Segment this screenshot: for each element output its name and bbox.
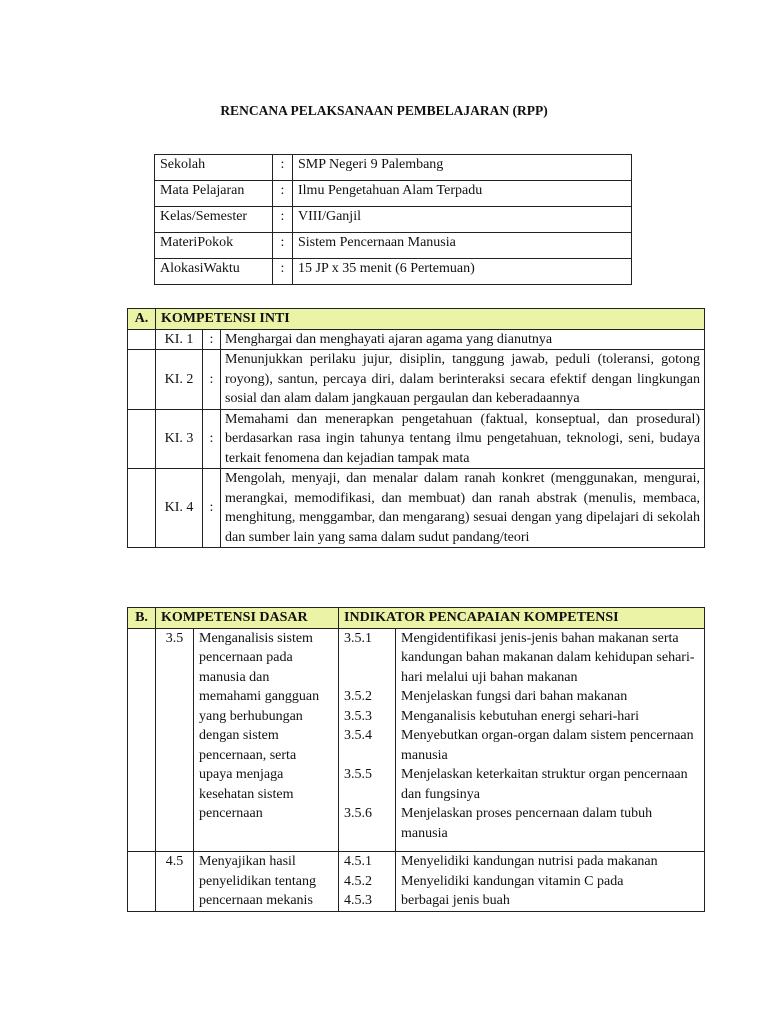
identity-row (155, 181, 632, 207)
identity-separator: : (273, 155, 293, 181)
indicator-list (339, 628, 705, 852)
kompetensi-inti-table (127, 308, 705, 548)
identity-row (155, 259, 632, 285)
ki-code: KI. 2 (156, 350, 203, 410)
indicator-text: Menjelaskan fungsi dari bahan makanan (401, 689, 628, 704)
identity-row (155, 155, 632, 181)
indicator-text: Menyebutkan organ-organ dalam sistem pencernaan manusia (401, 728, 694, 763)
identity-label: Kelas/Semester (155, 207, 273, 233)
identity-separator: : (273, 181, 293, 207)
indicator-text: Menyelidiki kandungan nutrisi pada makanan (401, 854, 658, 869)
indicator-code: 3.5.6 (339, 804, 396, 851)
indicator-code: 4.5.1 (339, 852, 396, 872)
identity-row (155, 207, 632, 233)
section-header (128, 309, 705, 330)
identity-separator: : (273, 207, 293, 233)
kd-code: 3.5 (156, 628, 194, 852)
ki-row (128, 329, 705, 350)
identity-value: Ilmu Pengetahuan Alam Terpadu (293, 181, 632, 207)
section-heading: KOMPETENSI INTI (156, 309, 705, 330)
indicator-text: Mengidentifikasi jenis-jenis bahan makanan serta kandungan bahan makanan dalam kehidupan sehari-hari melalui uji bahan makanan (401, 630, 695, 685)
indicator-text: Menjelaskan keterkaitan struktur organ pencernaan dan fungsinya (401, 767, 688, 802)
document-title: RENCANA PELAKSANAAN PEMBELAJARAN (RPP) (220, 103, 548, 118)
identity-value: Sistem Pencernaan Manusia (293, 233, 632, 259)
indicator-text: Menganalisis kebutuhan energi sehari-hari (401, 708, 640, 724)
indicator-code: 4.5.2 (339, 872, 396, 892)
indicator-list (339, 852, 705, 912)
identity-value: SMP Negeri 9 Palembang (293, 155, 632, 181)
ki-separator: : (203, 350, 221, 410)
ki-row (128, 409, 705, 469)
indicator-code: 3.5.5 (339, 765, 396, 804)
indicator-code: 3.5.4 (339, 726, 396, 765)
section-letter: A. (128, 309, 156, 330)
identity-row (155, 233, 632, 259)
ki-text: Menghargai dan menghayati ajaran agama yang dianutnya (221, 329, 705, 350)
kompetensi-dasar-table (127, 607, 705, 912)
identity-label: MateriPokok (155, 233, 273, 259)
indicator-text: Menjelaskan proses pencernaan dalam tubuh manusia (401, 806, 653, 841)
kd-code: 4.5 (156, 852, 194, 912)
ki-row (128, 350, 705, 410)
ki-separator: : (203, 469, 221, 548)
ki-code: KI. 4 (156, 469, 203, 548)
indicator-code: 3.5.3 (339, 707, 396, 727)
ki-text: Mengolah, menyaji, dan menalar dalam ranah konkret (menggunakan, mengurai, merangkai, memodifikasi, dan membuat) dan ranah abstrak (menulis, membaca, menghitung, menggambar, dan mengarang) sesuai dengan yang dipelajari di sekolah dan sumber lain yang sama dalam sudut pandang/teori (221, 469, 705, 548)
kd-heading: KOMPETENSI DASAR (156, 608, 339, 629)
indicator-code: 4.5.3 (339, 891, 396, 911)
indicator-text: berbagai jenis buah (401, 893, 510, 908)
ki-code: KI. 3 (156, 409, 203, 469)
section-letter: B. (128, 608, 156, 629)
indicator-text: Menyelidiki kandungan vitamin C pada (401, 873, 624, 889)
indicator-code: 3.5.1 (339, 629, 396, 688)
ki-text: Memahami dan menerapkan pengetahuan (faktual, konseptual, dan prosedural) berdasarkan rasa ingin tahunya tentang ilmu pengetahuan, teknologi, seni, budaya terkait fenomena dan kejadian tampak mata (221, 409, 705, 469)
identity-label: Mata Pelajaran (155, 181, 273, 207)
kd-row (128, 852, 705, 912)
identity-separator: : (273, 259, 293, 285)
identity-label: Sekolah (155, 155, 273, 181)
ki-row (128, 469, 705, 548)
ki-separator: : (203, 409, 221, 469)
ki-text: Menunjukkan perilaku jujur, disiplin, tanggung jawab, peduli (toleransi, gotong royong), santun, percaya diri, dalam berinteraksi secara efektif dengan lingkungan sosial dan alam dalam jangkauan pergaulan dan keberadaannya (221, 350, 705, 410)
identity-separator: : (273, 233, 293, 259)
identity-value: 15 JP x 35 menit (6 Pertemuan) (293, 259, 632, 285)
identity-label: AlokasiWaktu (155, 259, 273, 285)
kd-text: Menganalisis sistem pencernaan pada manusia dan memahami gangguan yang berhubungan dengan sistem pencernaan, serta upaya menjaga kesehatan sistem pencernaan (194, 628, 339, 852)
ki-separator: : (203, 329, 221, 350)
identity-value: VIII/Ganjil (293, 207, 632, 233)
kd-row (128, 628, 705, 852)
section-header (128, 608, 705, 629)
indicator-code: 3.5.2 (339, 687, 396, 707)
ki-code: KI. 1 (156, 329, 203, 350)
identity-table (154, 154, 632, 285)
ipk-heading: INDIKATOR PENCAPAIAN KOMPETENSI (339, 608, 705, 629)
kd-text: Menyajikan hasil penyelidikan tentang pencernaan mekanis (194, 852, 339, 912)
